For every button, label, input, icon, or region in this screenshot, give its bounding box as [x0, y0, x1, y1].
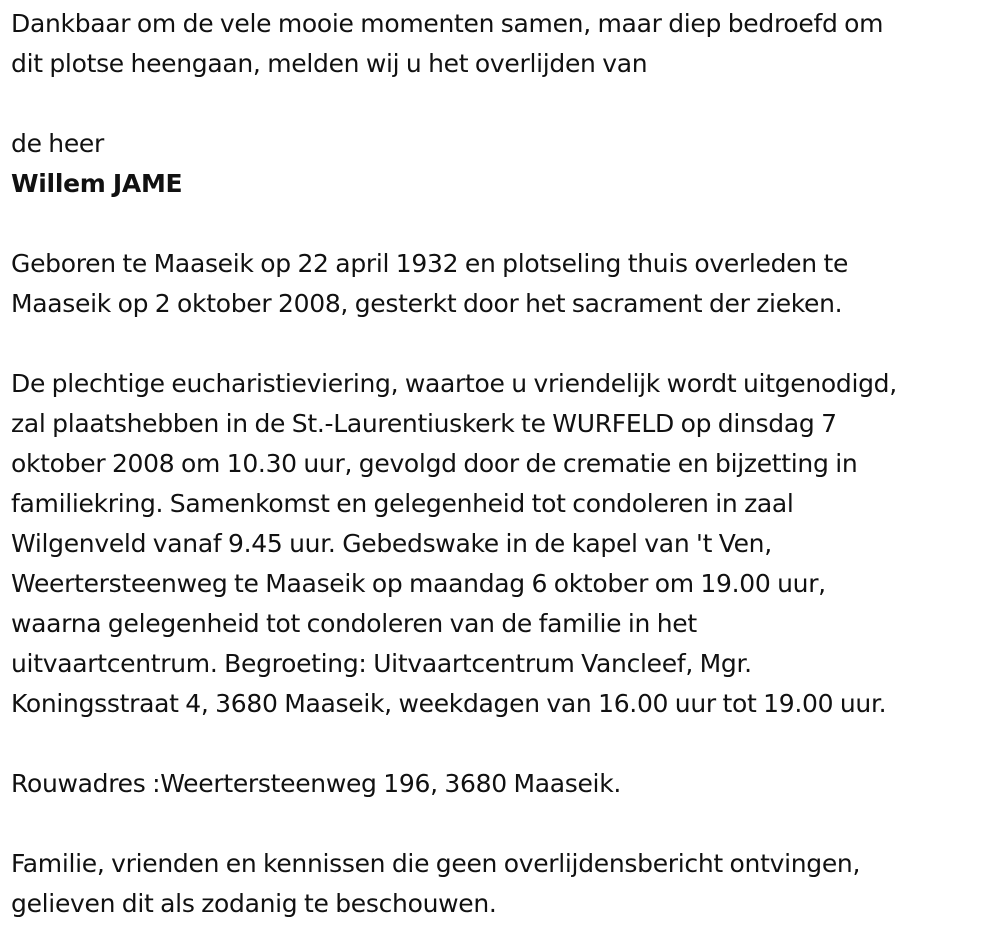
closing-paragraph	[11, 844, 996, 924]
paragraph-gap	[11, 324, 996, 364]
ceremony-line: uitvaartcentrum. Begroeting: Uitvaartcentrum Vancleef, Mgr.	[11, 649, 752, 678]
birth-death-line: Geboren te Maaseik op 22 april 1932 en plotseling thuis overleden te	[11, 249, 849, 278]
deceased-name: Willem JAME	[11, 169, 183, 198]
birth-death-line: Maaseik op 2 oktober 2008, gesterkt door het sacrament der zieken.	[11, 289, 843, 318]
ceremony-line: oktober 2008 om 10.30 uur, gevolgd door de crematie en bijzetting in	[11, 449, 858, 478]
closing-line: Familie, vrienden en kennissen die geen overlijdensbericht ontvingen,	[11, 849, 861, 878]
paragraph-gap	[11, 724, 996, 764]
intro-line: Dankbaar om de vele mooie momenten samen, maar diep bedroefd om	[11, 9, 884, 38]
ceremony-line: zal plaatshebben in de St.-Laurentiuskerk te WURFELD op dinsdag 7	[11, 409, 837, 438]
ceremony-line: Wilgenveld vanaf 9.45 uur. Gebedswake in de kapel van 't Ven,	[11, 529, 772, 558]
closing-line: gelieven dit als zodanig te beschouwen.	[11, 889, 497, 918]
paragraph-gap	[11, 84, 996, 124]
intro-line: dit plotse heengaan, melden wij u het overlijden van	[11, 49, 648, 78]
birth-death-paragraph	[11, 244, 996, 324]
ceremony-paragraph	[11, 364, 996, 724]
ceremony-line: De plechtige eucharistieviering, waartoe u vriendelijk wordt uitgenodigd,	[11, 369, 897, 398]
ceremony-line: Weertersteenweg te Maaseik op maandag 6 oktober om 19.00 uur,	[11, 569, 826, 598]
paragraph-gap	[11, 204, 996, 244]
mourning-address: Rouwadres :Weertersteenweg 196, 3680 Maaseik.	[11, 769, 622, 798]
ceremony-line: Koningsstraat 4, 3680 Maaseik, weekdagen van 16.00 uur tot 19.00 uur.	[11, 689, 887, 718]
paragraph-gap	[11, 804, 996, 844]
title-prefix: de heer	[11, 129, 104, 158]
intro-paragraph	[11, 4, 996, 84]
obituary-document	[11, 4, 996, 924]
ceremony-line: waarna gelegenheid tot condoleren van de familie in het	[11, 609, 697, 638]
ceremony-line: familiekring. Samenkomst en gelegenheid tot condoleren in zaal	[11, 489, 794, 518]
